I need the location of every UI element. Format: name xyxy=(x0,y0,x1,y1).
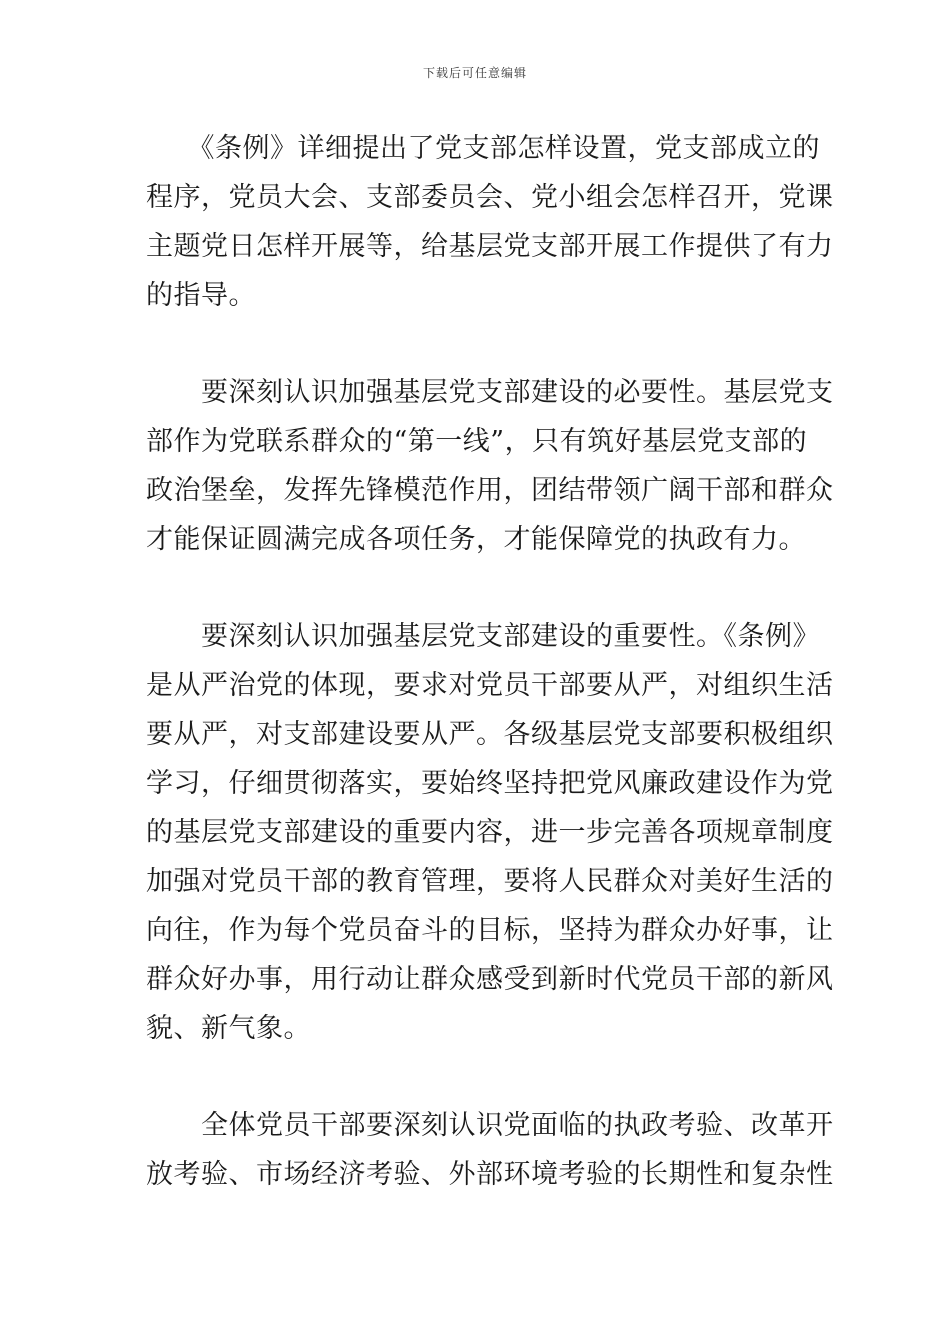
text-line: 要深刻认识加强基层党支部建设的重要性。《条例》 xyxy=(146,621,820,652)
text-line: 要深刻认识加强基层党支部建设的必要性。基层党支 xyxy=(146,377,834,408)
text-line: 的指导。 xyxy=(146,280,256,311)
document-body xyxy=(146,124,834,1199)
text-line: 部作为党联系群众的“第一线”，只有筑好基层党支部的 xyxy=(146,426,808,457)
text-line: 放考验、市场经济考验、外部环境考验的长期性和复杂性 xyxy=(146,1159,834,1190)
text-line: 《条例》详细提出了党支部怎样设置，党支部成立的 xyxy=(146,133,820,164)
paragraph-3 xyxy=(146,612,834,1053)
paragraph-4 xyxy=(146,1101,834,1199)
page-header-note: 下载后可任意编辑 xyxy=(422,66,527,80)
text-line: 主题党日怎样开展等，给基层党支部开展工作提供了有力 xyxy=(146,231,834,262)
text-line: 才能保证圆满完成各项任务，才能保障党的执政有力。 xyxy=(146,524,806,555)
text-line: 向往，作为每个党员奋斗的目标，坚持为群众办好事，让 xyxy=(146,915,834,946)
text-line: 群众好办事，用行动让群众感受到新时代党员干部的新风 xyxy=(146,964,834,995)
paragraph-spacer xyxy=(146,1053,808,1101)
text-line: 是从严治党的体现，要求对党员干部要从严，对组织生活 xyxy=(146,670,834,701)
paragraph-2 xyxy=(146,368,834,564)
text-line: 政治堡垒，发挥先锋模范作用，团结带领广阔干部和群众 xyxy=(146,475,834,506)
paragraph-spacer xyxy=(146,564,808,612)
text-line: 学习，仔细贯彻落实，要始终坚持把党风廉政建设作为党 xyxy=(146,768,834,799)
text-line: 貌、新气象。 xyxy=(146,1013,311,1044)
text-line: 全体党员干部要深刻认识党面临的执政考验、改革开 xyxy=(146,1110,834,1141)
text-line: 要从严，对支部建设要从严。各级基层党支部要积极组织 xyxy=(146,719,834,750)
text-line: 加强对党员干部的教育管理，要将人民群众对美好生活的 xyxy=(146,866,834,897)
text-line: 程序，党员大会、支部委员会、党小组会怎样召开，党课 xyxy=(146,182,834,213)
text-line: 的基层党支部建设的重要内容，进一步完善各项规章制度 xyxy=(146,817,834,848)
paragraph-1 xyxy=(146,124,834,320)
paragraph-spacer xyxy=(146,320,808,368)
